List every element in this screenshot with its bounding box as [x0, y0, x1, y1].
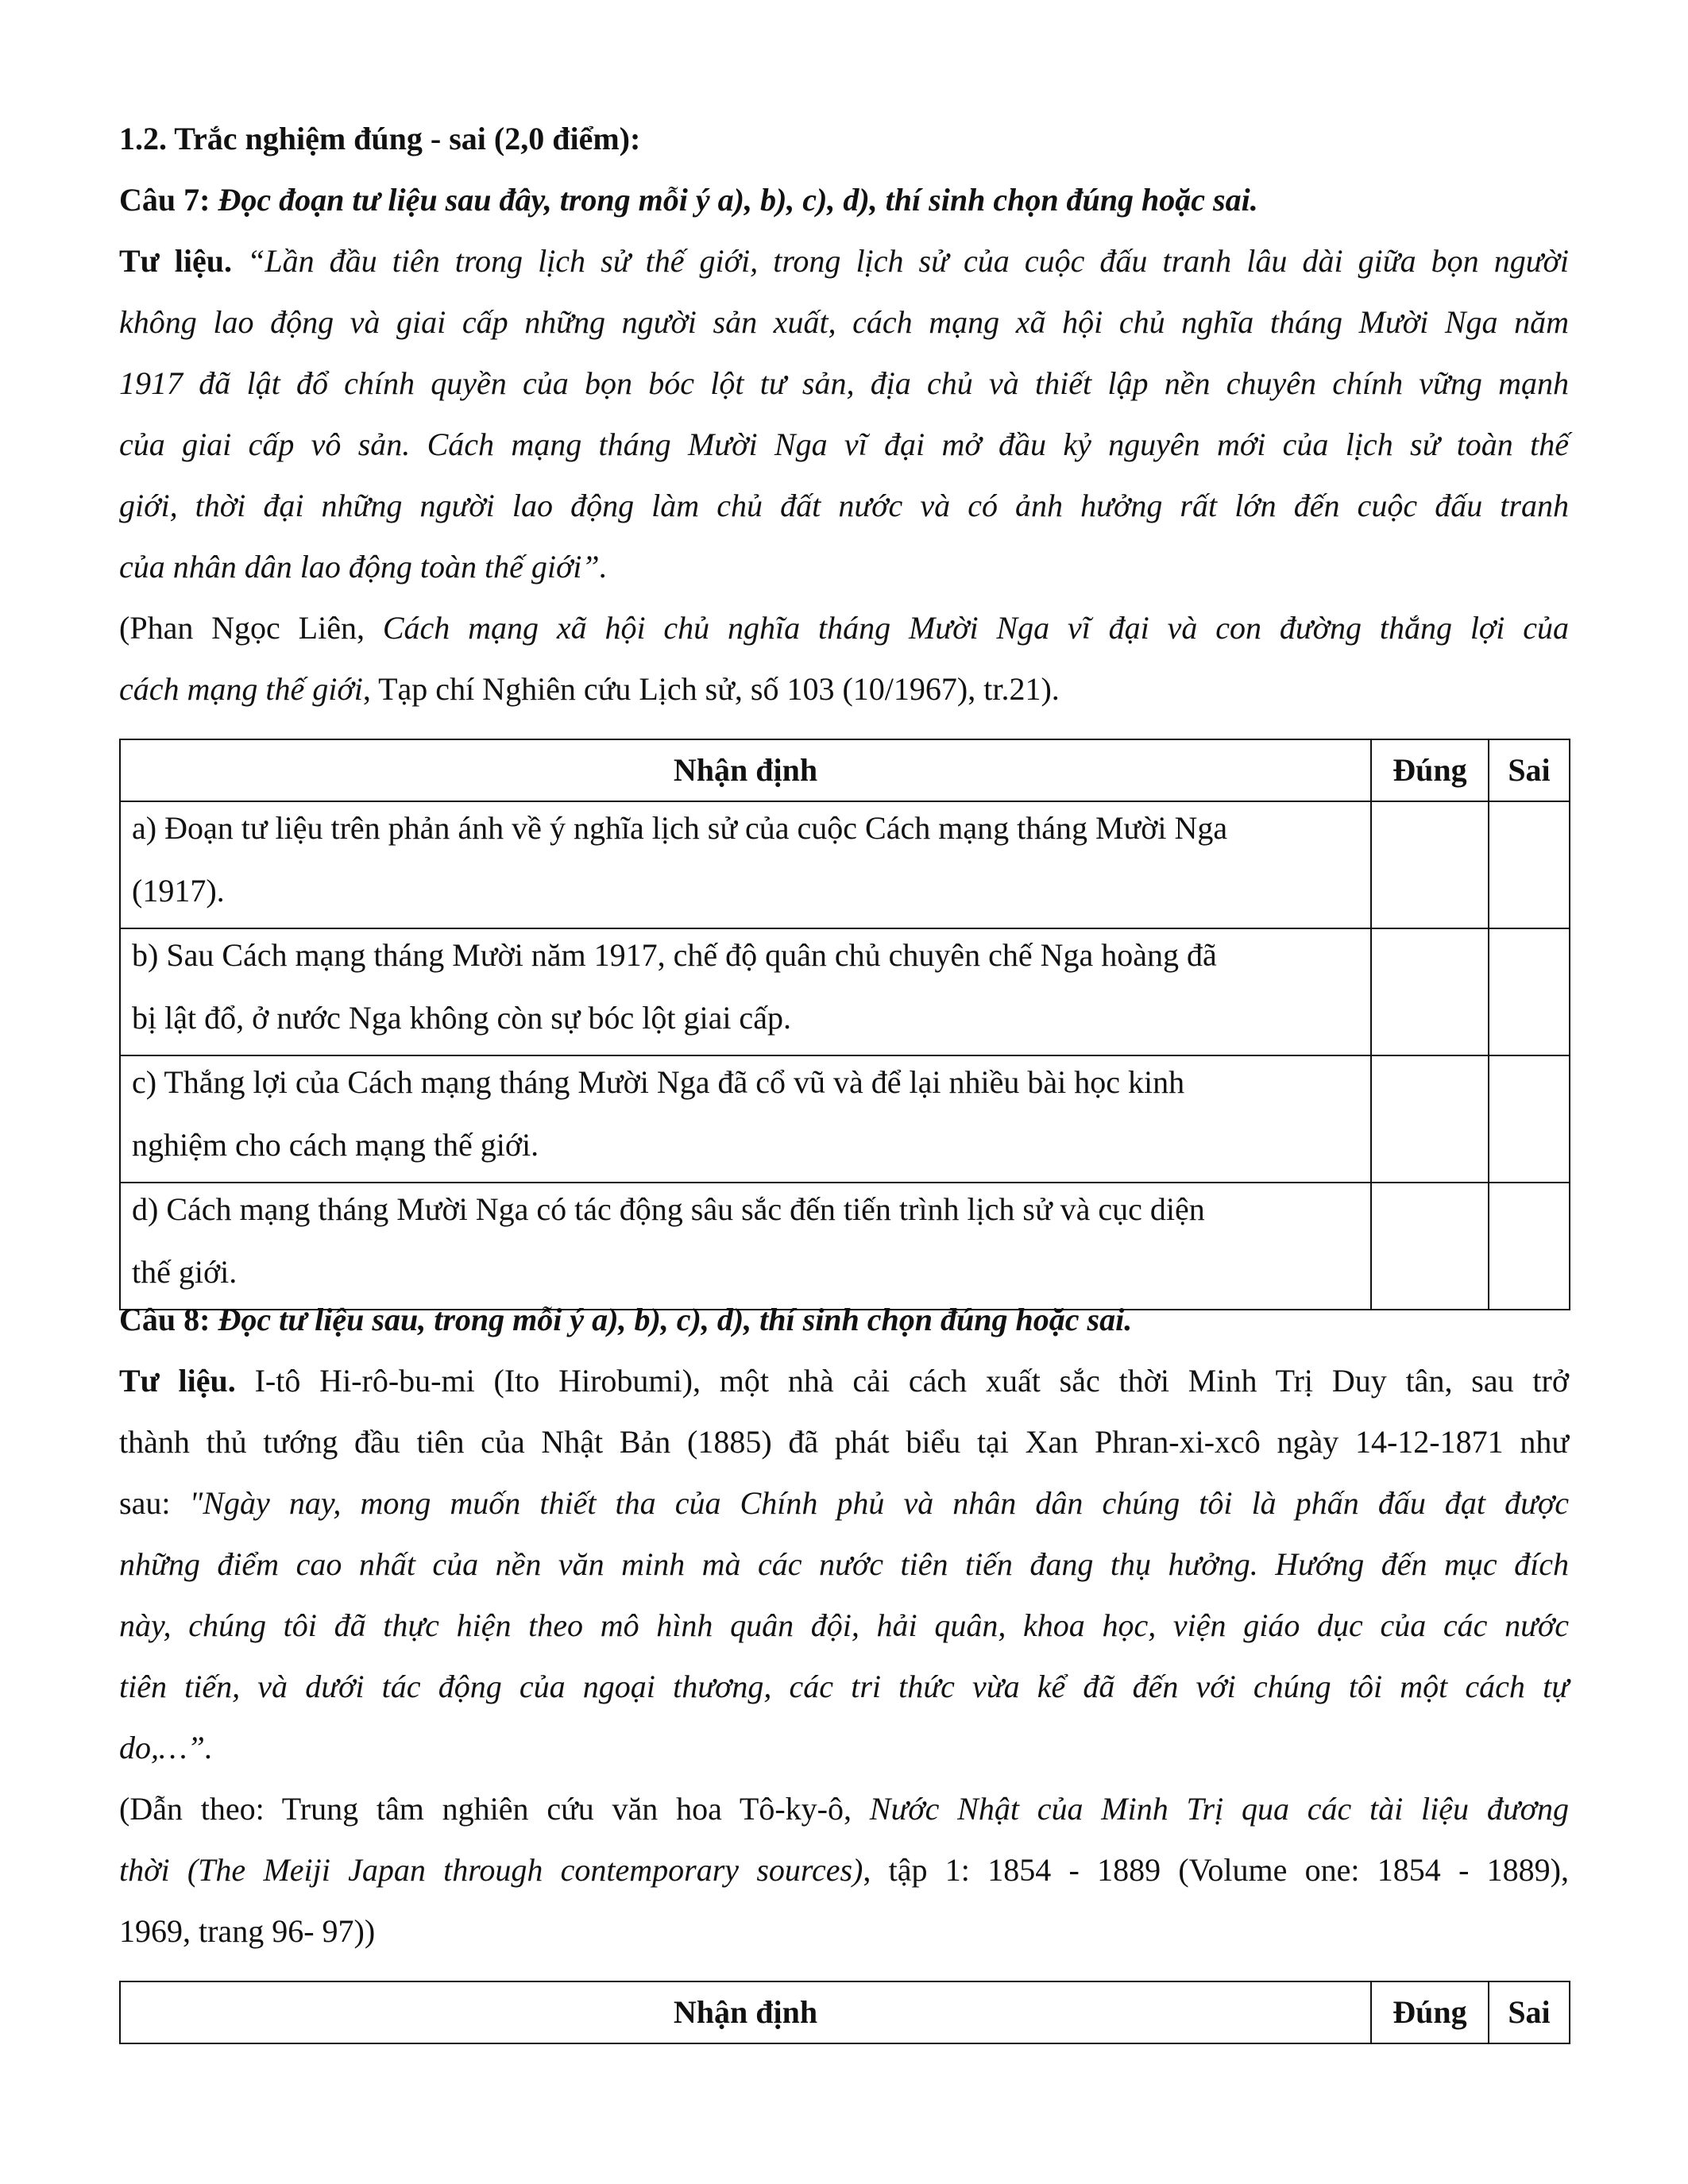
statement-d: d) Cách mạng tháng Mười Nga có tác động sâu sắc đến tiến trình lịch sử và cục diện thế giới. — [120, 1183, 1371, 1310]
header-true: Đúng — [1371, 1981, 1489, 2043]
table-row — [120, 1183, 1570, 1310]
q8-intro-line-2: thành thủ tướng đầu tiên của Nhật Bản (1885) đã phát biểu tại Xan Phran-xi-xcô ngày 14-12-1871 như — [119, 1424, 1569, 1460]
statement-b: b) Sau Cách mạng tháng Mười năm 1917, chế độ quân chủ chuyên chế Nga hoàng đã bị lật đổ, ở nước Nga không còn sự bóc lột giai cấp. — [120, 928, 1371, 1055]
header-false: Sai — [1489, 739, 1570, 801]
q8-label: Câu 8: — [119, 1302, 211, 1337]
answer-true-a[interactable] — [1371, 801, 1489, 928]
q7-source-line-1: Tư liệu. “Lần đầu tiên trong lịch sử thế giới, trong lịch sử của cuộc đấu tranh lâu dài giữa bọn người — [119, 243, 1570, 279]
q8-table-header — [120, 1981, 1570, 2043]
q8-intro-line-3: sau: "Ngày nay, mong muốn thiết tha của Chính phủ và nhân dân chúng tôi là phấn đấu đạt được — [119, 1485, 1570, 1521]
header-statement: Nhận định — [120, 1981, 1371, 2043]
answer-false-c[interactable] — [1489, 1055, 1570, 1183]
answer-true-c[interactable] — [1371, 1055, 1489, 1183]
section-title: 1.2. Trắc nghiệm đúng - sai (2,0 điểm): — [119, 121, 641, 156]
q7-source-line-3: 1917 đã lật đổ chính quyền của bọn bóc lột tư sản, địa chủ và thiết lập nền chuyên chính vững mạnh — [119, 365, 1569, 401]
q8-citation-line-1: (Dẫn theo: Trung tâm nghiên cứu văn hoa Tô-ky-ô, Nước Nhật của Minh Trị qua các tài liệu đương — [119, 1791, 1569, 1827]
table-row — [120, 801, 1570, 928]
q7-instruction: Đọc đoạn tư liệu sau đây, trong mỗi ý a), b), c), d), thí sinh chọn đúng hoặc sai. — [218, 182, 1258, 218]
q8-quote-line-3: này, chúng tôi đã thực hiện theo mô hình quân đội, hải quân, khoa học, viện giáo dục của các nước — [119, 1607, 1569, 1643]
q7-source-line-2: không lao động và giai cấp những người sản xuất, cách mạng xã hội chủ nghĩa tháng Mười Nga năm — [119, 304, 1569, 340]
q7-source-label: Tư liệu. — [119, 243, 232, 279]
statement-a: a) Đoạn tư liệu trên phản ánh về ý nghĩa lịch sử của cuộc Cách mạng tháng Mười Nga (1917). — [120, 801, 1371, 928]
q8-quote-line-5: do,…”. — [119, 1730, 213, 1765]
statement-c: c) Thắng lợi của Cách mạng tháng Mười Nga đã cổ vũ và để lại nhiều bài học kinh nghiệm cho cách mạng thế giới. — [120, 1055, 1371, 1183]
q8-source-label: Tư liệu. — [119, 1363, 236, 1399]
header-statement: Nhận định — [120, 739, 1371, 801]
q8-quote-line-2: những điểm cao nhất của nền văn minh mà các nước tiên tiến đang thụ hưởng. Hướng đến mục đích — [119, 1546, 1569, 1582]
q7-label: Câu 7: — [119, 182, 211, 218]
q8-intro-line-1: Tư liệu. I-tô Hi-rô-bu-mi (Ito Hirobumi), một nhà cải cách xuất sắc thời Minh Trị Duy tân, sau trở — [119, 1363, 1570, 1399]
q7-source-line-5: giới, thời đại những người lao động làm chủ đất nước và có ảnh hưởng rất lớn đến cuộc đấu tranh — [119, 488, 1569, 523]
q7-citation-line-1: (Phan Ngọc Liên, Cách mạng xã hội chủ nghĩa tháng Mười Nga vĩ đại và con đường thắng lợi của — [119, 610, 1569, 646]
table-row — [120, 928, 1570, 1055]
q8-citation-line-2: thời (The Meiji Japan through contemporary sources), tập 1: 1854 - 1889 (Volume one: 1854 - 1889), — [119, 1852, 1569, 1888]
answer-false-d[interactable] — [1489, 1183, 1570, 1310]
answer-false-b[interactable] — [1489, 928, 1570, 1055]
q7-source-line-4: của giai cấp vô sản. Cách mạng tháng Mười Nga vĩ đại mở đầu kỷ nguyên mới của lịch sử toàn thế — [119, 426, 1569, 462]
q8-quote-line-4: tiên tiến, và dưới tác động của ngoại thương, các tri thức vừa kể đã đến với chúng tôi một cách tự — [119, 1669, 1569, 1704]
answer-true-d[interactable] — [1371, 1183, 1489, 1310]
q8-heading — [119, 1300, 1569, 1340]
answer-false-a[interactable] — [1489, 801, 1570, 928]
q8-instruction: Đọc tư liệu sau, trong mỗi ý a), b), c), d), thí sinh chọn đúng hoặc sai. — [218, 1302, 1133, 1337]
table-row — [120, 1055, 1570, 1183]
q8-table — [119, 1981, 1570, 2044]
header-true: Đúng — [1371, 739, 1489, 801]
q7-source-line-6: của nhân dân lao động toàn thế giới”. — [119, 549, 608, 585]
q7-table-header — [120, 739, 1570, 801]
q7-table — [119, 739, 1570, 1310]
q7-heading — [119, 180, 1569, 220]
q7-citation-line-2: cách mạng thế giới, Tạp chí Nghiên cứu Lịch sử, số 103 (10/1967), tr.21). — [119, 671, 1060, 707]
header-false: Sai — [1489, 1981, 1570, 2043]
answer-true-b[interactable] — [1371, 928, 1489, 1055]
q8-citation-line-3: 1969, trang 96- 97)) — [119, 1913, 376, 1949]
